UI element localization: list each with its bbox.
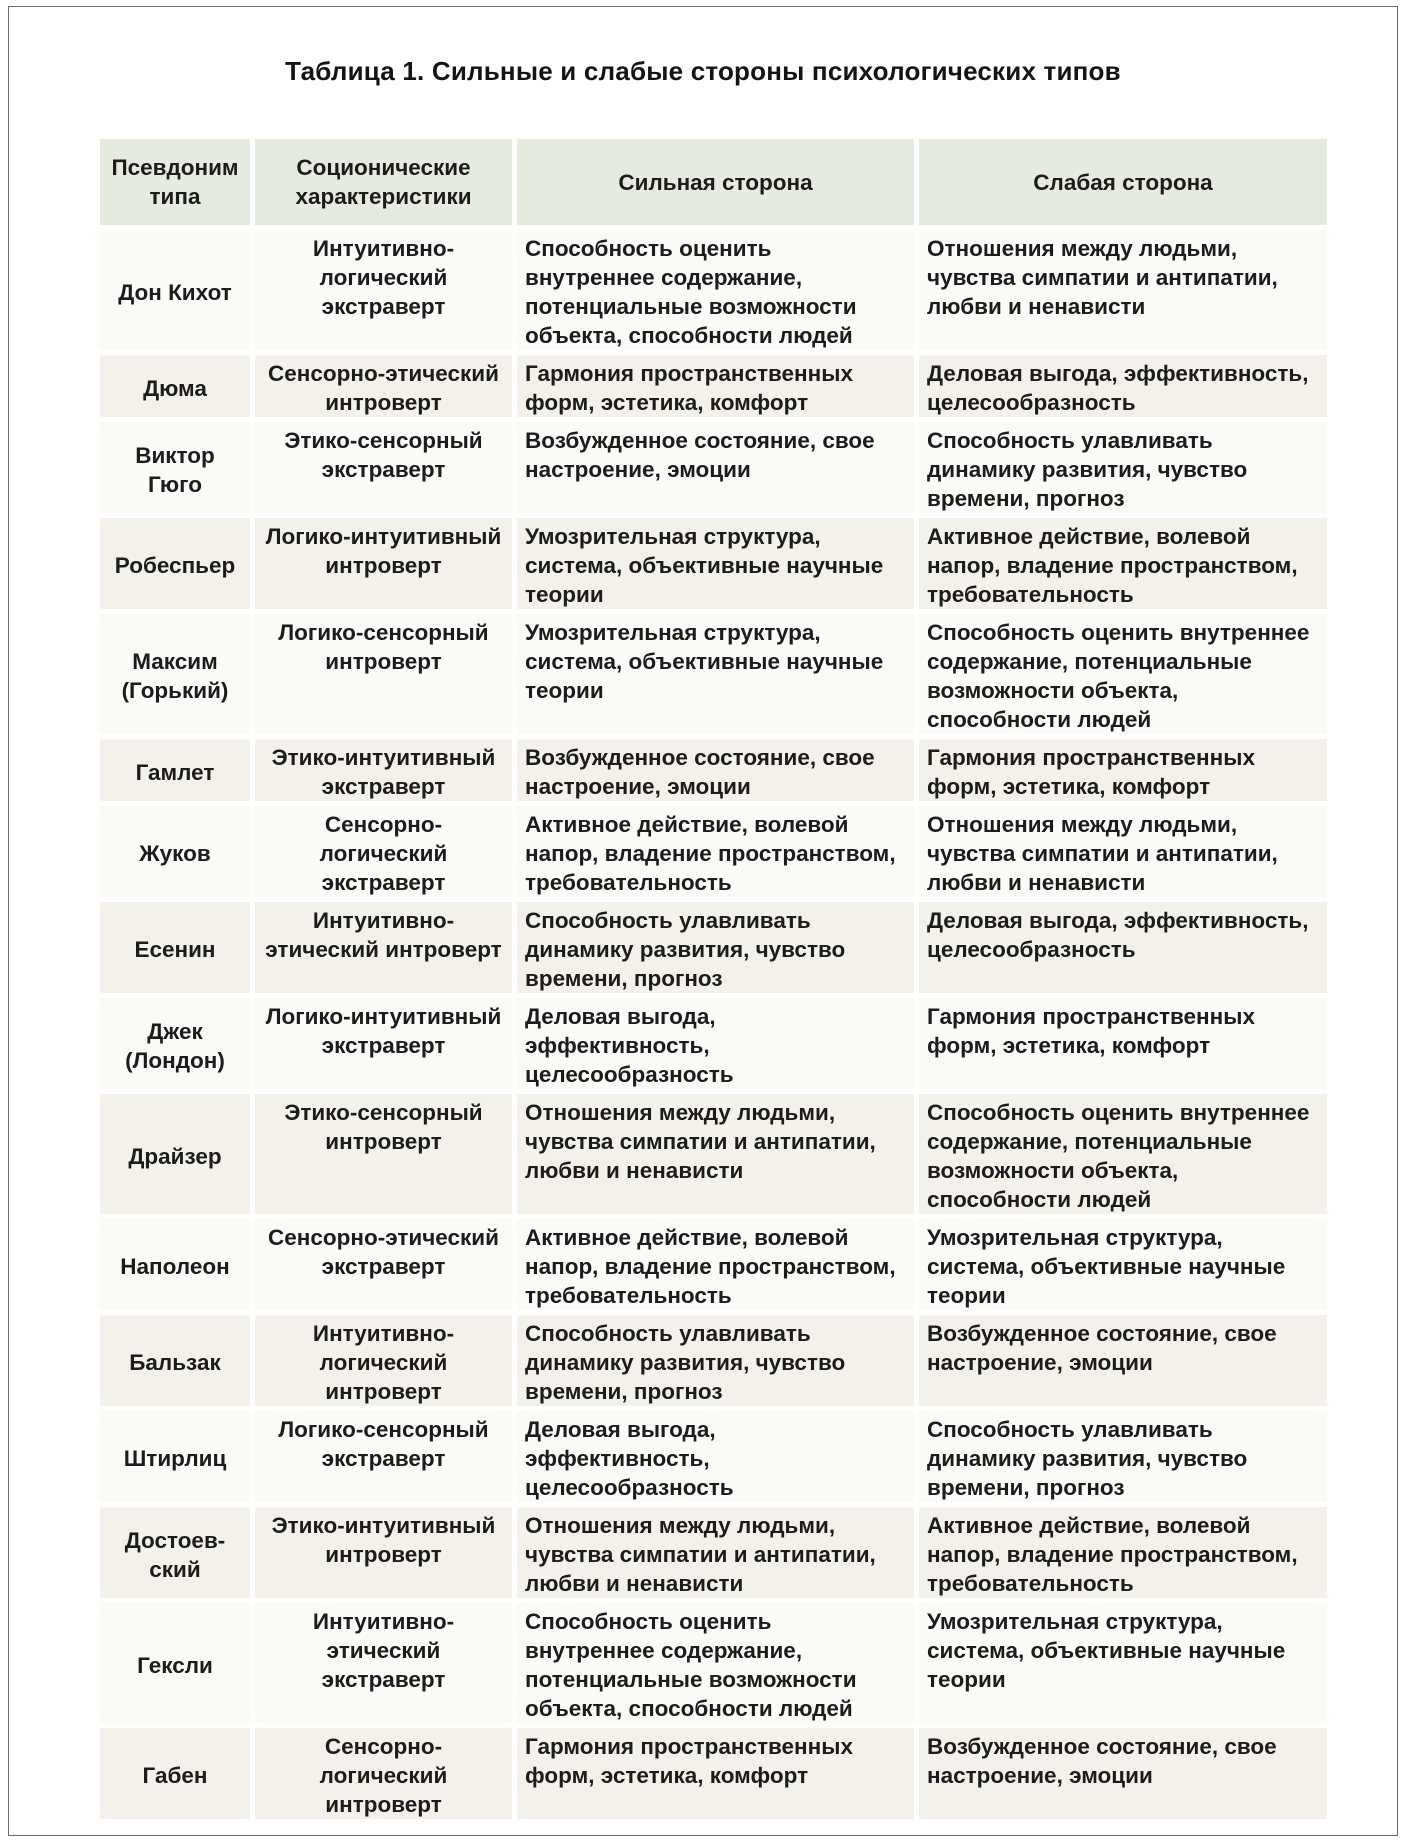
cell-characteristics: Логико-интуитивный экстраверт [255, 998, 512, 1089]
cell-type-name: Дон Кихот [100, 230, 250, 350]
cell-type-name: Габен [100, 1728, 250, 1819]
cell-characteristics: Этико-интуитивный интроверт [255, 1507, 512, 1598]
cell-type-name: Жуков [100, 806, 250, 897]
cell-characteristics: Логико-интуитивный интроверт [255, 518, 512, 609]
cell-weak-side: Способность оценить внутреннее содержание, потенциальные возможности объекта, способности людей [919, 614, 1327, 734]
cell-strong-side: Деловая выгода, эффективность, целесообразность [517, 1411, 914, 1502]
cell-weak-side: Возбужденное состояние, свое настроение, эмоции [919, 1315, 1327, 1406]
cell-type-name: Дюма [100, 355, 250, 417]
cell-characteristics: Этико-сенсорный экстраверт [255, 422, 512, 513]
table-row [100, 1507, 1327, 1598]
cell-type-name: Есенин [100, 902, 250, 993]
table-row [100, 1094, 1327, 1214]
cell-weak-side: Гармония пространственных форм, эстетика, комфорт [919, 998, 1327, 1089]
cell-strong-side: Активное действие, волевой напор, владение пространством, требовательность [517, 806, 914, 897]
cell-strong-side: Умозрительная структура, система, объективные научные теории [517, 518, 914, 609]
cell-weak-side: Активное действие, волевой напор, владение пространством, требовательность [919, 518, 1327, 609]
cell-weak-side: Способность улавливать динамику развития, чувство времени, прогноз [919, 422, 1327, 513]
types-table [95, 134, 1332, 1824]
cell-weak-side: Способность оценить внутреннее содержание, потенциальные возможности объекта, способности людей [919, 1094, 1327, 1214]
header-type-name: Псевдоним типа [100, 139, 250, 225]
table-row [100, 422, 1327, 513]
table-row [100, 1219, 1327, 1310]
table-row [100, 902, 1327, 993]
cell-strong-side: Способность оценить внутреннее содержание, потенциальные возможности объекта, способности людей [517, 230, 914, 350]
cell-strong-side: Возбужденное состояние, свое настроение, эмоции [517, 739, 914, 801]
table-row [100, 1728, 1327, 1819]
cell-characteristics: Интуитивно-этический интроверт [255, 902, 512, 993]
table-row [100, 230, 1327, 350]
table-row [100, 1315, 1327, 1406]
cell-characteristics: Интуитивно-этический экстраверт [255, 1603, 512, 1723]
table-body [100, 230, 1327, 1819]
cell-strong-side: Гармония пространственных форм, эстетика, комфорт [517, 355, 914, 417]
cell-characteristics: Этико-сенсорный интроверт [255, 1094, 512, 1214]
table-row [100, 806, 1327, 897]
table-row [100, 518, 1327, 609]
table-row [100, 614, 1327, 734]
cell-weak-side: Умозрительная структура, система, объективные научные теории [919, 1219, 1327, 1310]
cell-weak-side: Деловая выгода, эффективность, целесообразность [919, 902, 1327, 993]
cell-strong-side: Способность улавливать динамику развития, чувство времени, прогноз [517, 1315, 914, 1406]
cell-strong-side: Гармония пространственных форм, эстетика, комфорт [517, 1728, 914, 1819]
table-header [100, 139, 1327, 225]
cell-type-name: Наполеон [100, 1219, 250, 1310]
cell-characteristics: Логико-сенсорный интроверт [255, 614, 512, 734]
cell-characteristics: Сенсорно-этический интроверт [255, 355, 512, 417]
cell-type-name: Бальзак [100, 1315, 250, 1406]
table-row [100, 355, 1327, 417]
cell-strong-side: Отношения между людьми, чувства симпатии и антипатии, любви и ненависти [517, 1507, 914, 1598]
cell-characteristics: Интуитивно-логический экстраверт [255, 230, 512, 350]
cell-type-name: Достоев-ский [100, 1507, 250, 1598]
header-strong-side: Сильная сторона [517, 139, 914, 225]
table-row [100, 998, 1327, 1089]
cell-strong-side: Деловая выгода, эффективность, целесообразность [517, 998, 914, 1089]
cell-strong-side: Активное действие, волевой напор, владение пространством, требовательность [517, 1219, 914, 1310]
cell-characteristics: Сенсорно-логический экстраверт [255, 806, 512, 897]
cell-strong-side: Способность улавливать динамику развития, чувство времени, прогноз [517, 902, 914, 993]
cell-type-name: Штирлиц [100, 1411, 250, 1502]
cell-type-name: Виктор Гюго [100, 422, 250, 513]
cell-type-name: Гексли [100, 1603, 250, 1723]
table-row [100, 1411, 1327, 1502]
cell-weak-side: Активное действие, волевой напор, владение пространством, требовательность [919, 1507, 1327, 1598]
cell-weak-side: Деловая выгода, эффективность, целесообразность [919, 355, 1327, 417]
cell-type-name: Гамлет [100, 739, 250, 801]
table-title: Таблица 1. Сильные и слабые стороны психологических типов [285, 56, 1121, 86]
cell-type-name: Джек (Лондон) [100, 998, 250, 1089]
header-characteristics: Соционические характеристики [255, 139, 512, 225]
cell-weak-side: Гармония пространственных форм, эстетика, комфорт [919, 739, 1327, 801]
table-row [100, 1603, 1327, 1723]
cell-characteristics: Интуитивно-логический интроверт [255, 1315, 512, 1406]
cell-strong-side: Отношения между людьми, чувства симпатии и антипатии, любви и ненависти [517, 1094, 914, 1214]
cell-strong-side: Возбужденное состояние, свое настроение, эмоции [517, 422, 914, 513]
header-row [100, 139, 1327, 225]
cell-type-name: Драйзер [100, 1094, 250, 1214]
cell-type-name: Максим (Горький) [100, 614, 250, 734]
cell-weak-side: Способность улавливать динамику развития, чувство времени, прогноз [919, 1411, 1327, 1502]
cell-strong-side: Способность оценить внутреннее содержание, потенциальные возможности объекта, способности людей [517, 1603, 914, 1723]
cell-weak-side: Умозрительная структура, система, объективные научные теории [919, 1603, 1327, 1723]
cell-type-name: Робеспьер [100, 518, 250, 609]
cell-characteristics: Этико-интуитивный экстраверт [255, 739, 512, 801]
cell-characteristics: Логико-сенсорный экстраверт [255, 1411, 512, 1502]
cell-characteristics: Сенсорно-логический интроверт [255, 1728, 512, 1819]
cell-characteristics: Сенсорно-этический экстраверт [255, 1219, 512, 1310]
header-weak-side: Слабая сторона [919, 139, 1327, 225]
cell-strong-side: Умозрительная структура, система, объективные научные теории [517, 614, 914, 734]
cell-weak-side: Отношения между людьми, чувства симпатии и антипатии, любви и ненависти [919, 806, 1327, 897]
table-row [100, 739, 1327, 801]
cell-weak-side: Возбужденное состояние, свое настроение, эмоции [919, 1728, 1327, 1819]
cell-weak-side: Отношения между людьми, чувства симпатии и антипатии, любви и ненависти [919, 230, 1327, 350]
